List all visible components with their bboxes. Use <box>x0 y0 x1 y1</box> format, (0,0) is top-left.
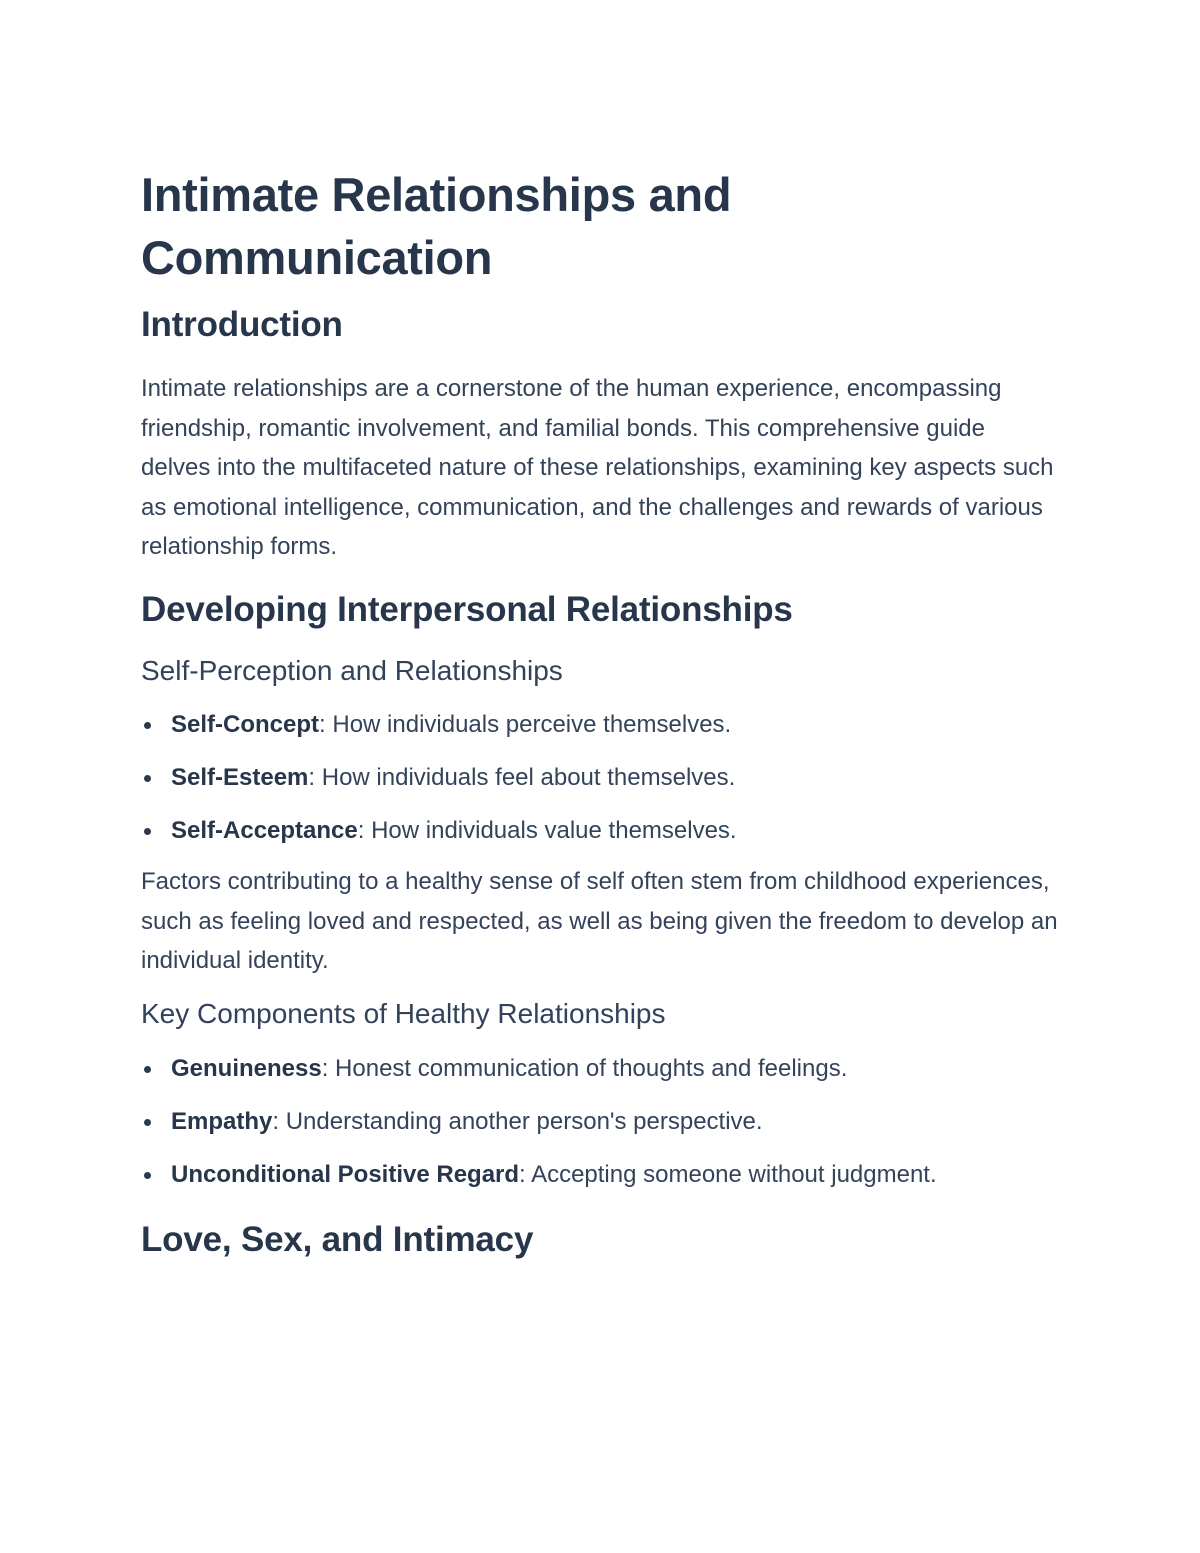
list-item-description: Accepting someone without judgment. <box>525 1160 937 1188</box>
key-components-heading: Key Components of Healthy Relationships <box>141 997 666 1029</box>
bullet-dot-icon <box>144 722 151 729</box>
bullet-dot-icon <box>144 1119 151 1126</box>
list-item-separator: : <box>319 710 326 738</box>
list-item-description: How individuals perceive themselves. <box>325 710 732 738</box>
list-item-term: Empathy <box>171 1107 273 1135</box>
list-item <box>141 815 1061 847</box>
list-item <box>141 1106 1061 1138</box>
list-item <box>141 1053 1061 1085</box>
list-item-description: Understanding another person's perspective. <box>279 1107 763 1135</box>
list-item <box>141 1159 1061 1191</box>
list-item-separator: : <box>357 816 365 844</box>
list-item-description: Honest communication of thoughts and feelings. <box>328 1054 848 1082</box>
bullet-dot-icon <box>144 828 151 835</box>
list-item-description: How individuals value themselves. <box>364 816 737 844</box>
self-perception-heading: Self-Perception and Relationships <box>141 654 563 686</box>
document-page <box>141 163 1061 1261</box>
list-item-separator: : <box>321 1054 329 1082</box>
self-perception-list <box>141 709 1061 847</box>
list-item <box>141 762 1061 794</box>
bullet-dot-icon <box>144 775 151 782</box>
document-title <box>141 163 1061 289</box>
introduction-heading: Introduction <box>141 305 343 344</box>
list-item-term: Genuineness <box>171 1054 322 1082</box>
list-item-description: How individuals feel about themselves. <box>315 763 736 791</box>
bullet-dot-icon <box>144 1172 151 1179</box>
introduction-paragraph: Intimate relationships are a cornerstone of the human experience, encompassing friendship, romantic involvement, and familial bonds. This comprehensive guide delves into the multifaceted nature of these relationships, examining key aspects such as emotional intelligence, communication, and the challenges and rewards of various relationship forms. <box>141 375 1054 561</box>
list-item <box>141 709 1061 741</box>
document-title-line1: Intimate Relationships and <box>141 168 732 221</box>
list-item-term: Self-Concept <box>171 710 320 738</box>
key-components-list <box>141 1053 1061 1191</box>
developing-relationships-heading: Developing Interpersonal Relationships <box>141 589 793 629</box>
list-item-term: Unconditional Positive Regard <box>171 1160 520 1188</box>
list-item-separator: : <box>519 1160 526 1188</box>
list-item-term: Self-Acceptance <box>171 816 358 844</box>
list-item-term: Self-Esteem <box>171 763 309 791</box>
love-sex-intimacy-heading: Love, Sex, and Intimacy <box>141 1219 534 1259</box>
self-perception-paragraph: Factors contributing to a healthy sense of self often stem from childhood experiences, such as feeling loved and respected, as well as being given the freedom to develop an individual identity. <box>141 867 1058 975</box>
list-item-separator: : <box>308 763 316 791</box>
list-item-separator: : <box>272 1107 280 1135</box>
document-title-line2: Communication <box>141 231 493 284</box>
bullet-dot-icon <box>144 1066 151 1073</box>
